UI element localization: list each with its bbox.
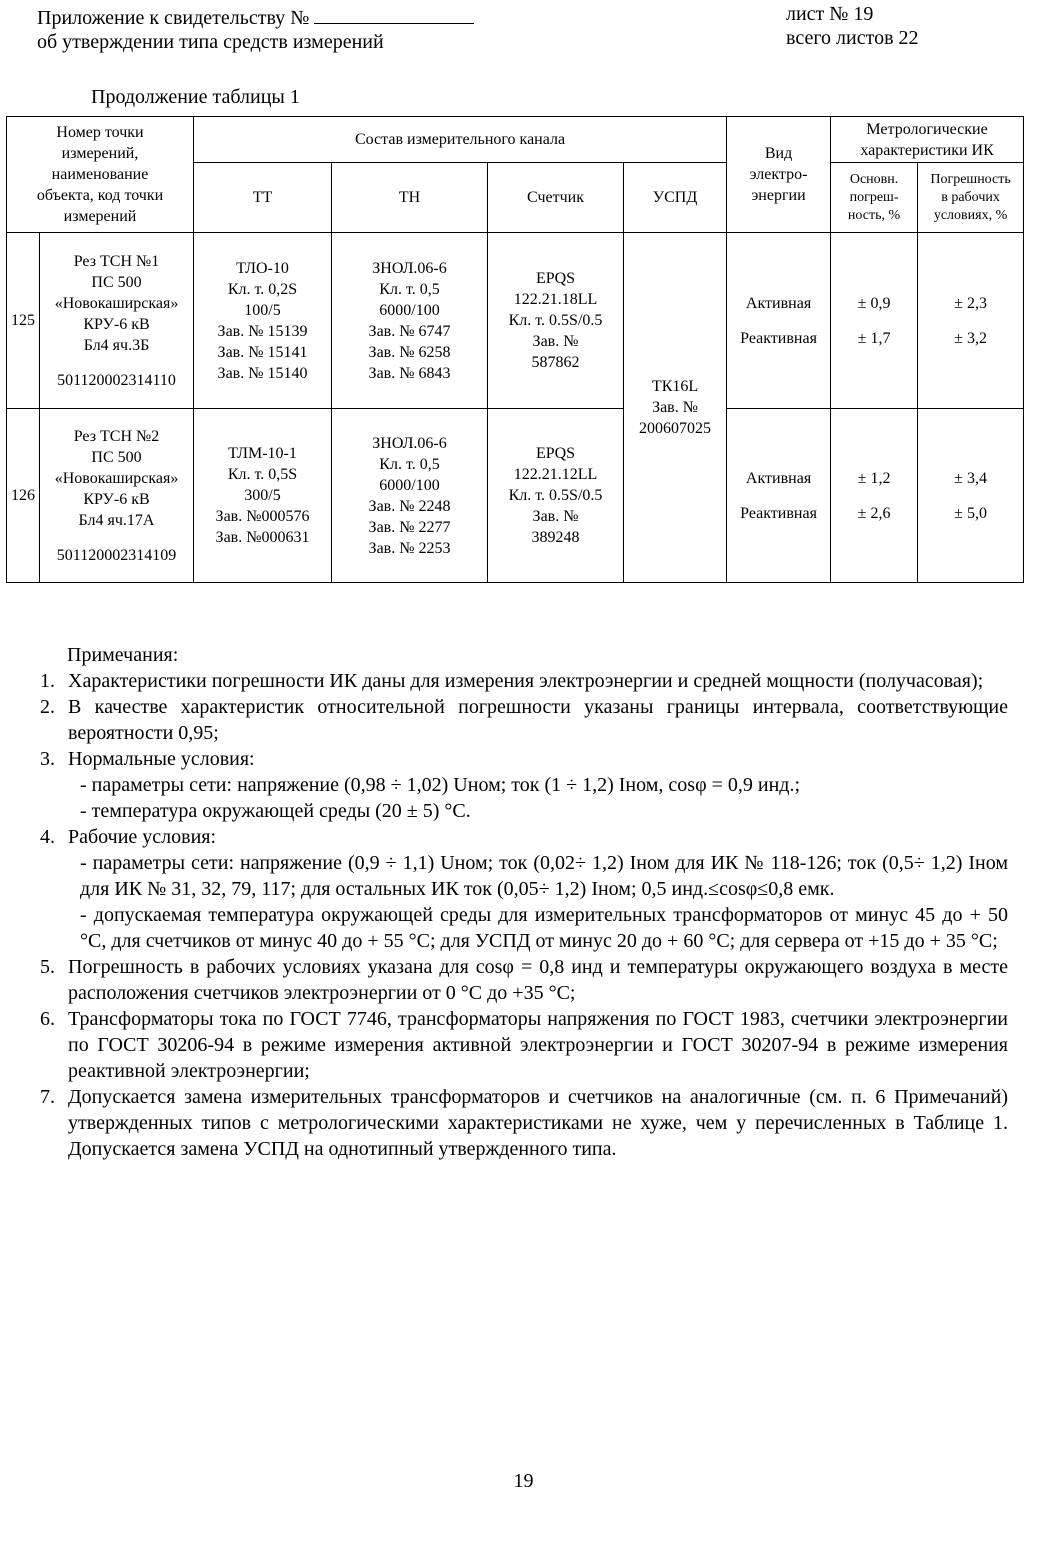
object-code: 501120002314109 [56,546,177,564]
tn-cell: ЗНОЛ.06-6 Кл. т. 0,5 6000/100 Зав. № 6747 Зав. № 6258 Зав. № 6843 [332,233,488,409]
header-uspd: УСПД [624,163,727,233]
note-item: 7. Допускается замена измерительных трансформаторов и счетчиков на аналогичные (см. п. 6 Примечаний) утвержденных типов с метрологическими характеристиками не хуже, чем у перечисленных в Таблице 1. Допускается замена УСПД на однотипный утвержденного типа. [40,1086,1008,1160]
note-subitem: - параметры сети: напряжение (0,98 ÷ 1,02) Uном; ток (1 ÷ 1,2) Iном, cosφ = 0,9 инд.; [80,774,801,796]
certificate-number-blank [314,7,474,24]
page-number: 19 [513,1470,534,1492]
table-row [7,233,1024,409]
object-cell: Рез ТСН №1 ПС 500 «Новокаширская» КРУ-6 кВ Бл4 яч.3Б 501120002314110 [40,233,194,409]
header-right [786,2,919,50]
energy-cell: Активная Реактивная [727,409,831,583]
work-error-cell: ± 3,4 ± 5,0 [918,409,1024,583]
row-number: 125 [7,233,40,409]
header-composition: Состав измерительного канала [194,117,727,163]
note-item: 2. В качестве характеристик относительной погрешности указаны границы интервала, соответствующие вероятности 0,95; [40,696,1008,744]
header-basic-error: Основн. погреш- ность, % [831,163,918,233]
energy-cell: Активная Реактивная [727,233,831,409]
tt-cell: ТЛО-10 Кл. т. 0,2S 100/5 Зав. № 15139 Зав. № 15141 Зав. № 15140 [194,233,332,409]
meter-cell: EPQS 122.21.18LL Кл. т. 0.5S/0.5 Зав. № 587862 [488,233,624,409]
notes-title: Примечания: [67,644,179,666]
note-subitem: - температура окружающей среды (20 ± 5) °С. [80,800,471,822]
measurement-table [6,116,1024,583]
header-meter: Счетчик [488,163,624,233]
basic-error-cell: ± 0,9 ± 1,7 [831,233,918,409]
note-item: 6. Трансформаторы тока по ГОСТ 7746, трансформаторы напряжения по ГОСТ 1983, счетчики электроэнергии по ГОСТ 30206-94 в режиме измерения активной электроэнергии и ГОСТ 30207-94 в режиме измерения реактивной электроэнергии; [40,1008,1008,1082]
header-tt: ТТ [194,163,332,233]
note-subitem: - параметры сети: напряжение (0,9 ÷ 1,1) Uном; ток (0,02÷ 1,2) Iном для ИК № 118-126; ток (0,5÷ 1,2) Iном для ИК № 31, 32, 79, 117; для остальных ИК ток (0,05÷ 1,2) Iном; 0,5 инд.≤cosφ≤0,8 емк. [80,852,1008,900]
work-error-cell: ± 2,3 ± 3,2 [918,233,1024,409]
header-left [37,6,474,54]
note-item: 5. Погрешность в рабочих условиях указана для cosφ = 0,8 инд и температуры окружающего воздуха в месте расположения счетчиков электроэнергии от 0 °С до +35 °С; [40,956,1008,1004]
object-cell: Рез ТСН №2 ПС 500 «Новокаширская» КРУ-6 кВ Бл4 яч.17А 501120002314109 [40,409,194,583]
object-code: 501120002314110 [57,371,176,389]
note-item: 1. Характеристики погрешности ИК даны для измерения электроэнергии и средней мощности (получасовая); [40,670,984,692]
header-metrology: Метрологические характеристики ИК [831,117,1024,163]
header-point: Номер точки измерений, наименование объекта, код точки измерений [7,117,194,233]
header-title: Приложение к свидетельству № [37,7,310,29]
sheet-total: всего листов 22 [786,27,919,49]
basic-error-cell: ± 1,2 ± 2,6 [831,409,918,583]
table-row [7,409,1024,583]
tt-cell: ТЛМ-10-1 Кл. т. 0,5S 300/5 Зав. №000576 Зав. №000631 [194,409,332,583]
header-tn: ТН [332,163,488,233]
note-item: 3. Нормальные условия: [40,748,255,770]
header-subtitle: об утверждении типа средств измерений [37,31,384,53]
note-subitem: - допускаемая температура окружающей среды для измерительных трансформаторов от минус 45 до + 50 °С, для счетчиков от минус 40 до + 55 °С; для УСПД от минус 20 до + 60 °С; для сервера от +15 до + 35 °С; [80,904,1008,952]
header-energy-type: Вид электро- энергии [727,117,831,233]
meter-cell: EPQS 122.21.12LL Кл. т. 0.5S/0.5 Зав. № 389248 [488,409,624,583]
note-item: 4. Рабочие условия: [40,826,217,848]
row-number: 126 [7,409,40,583]
table-caption: Продолжение таблицы 1 [91,86,300,108]
header-work-error: Погрешность в рабочих условиях, % [918,163,1024,233]
sheet-number: лист № 19 [786,3,874,25]
uspd-cell: ТК16L Зав. № 200607025 [624,233,727,583]
tn-cell: ЗНОЛ.06-6 Кл. т. 0,5 6000/100 Зав. № 2248 Зав. № 2277 Зав. № 2253 [332,409,488,583]
notes-section [40,642,1008,1162]
